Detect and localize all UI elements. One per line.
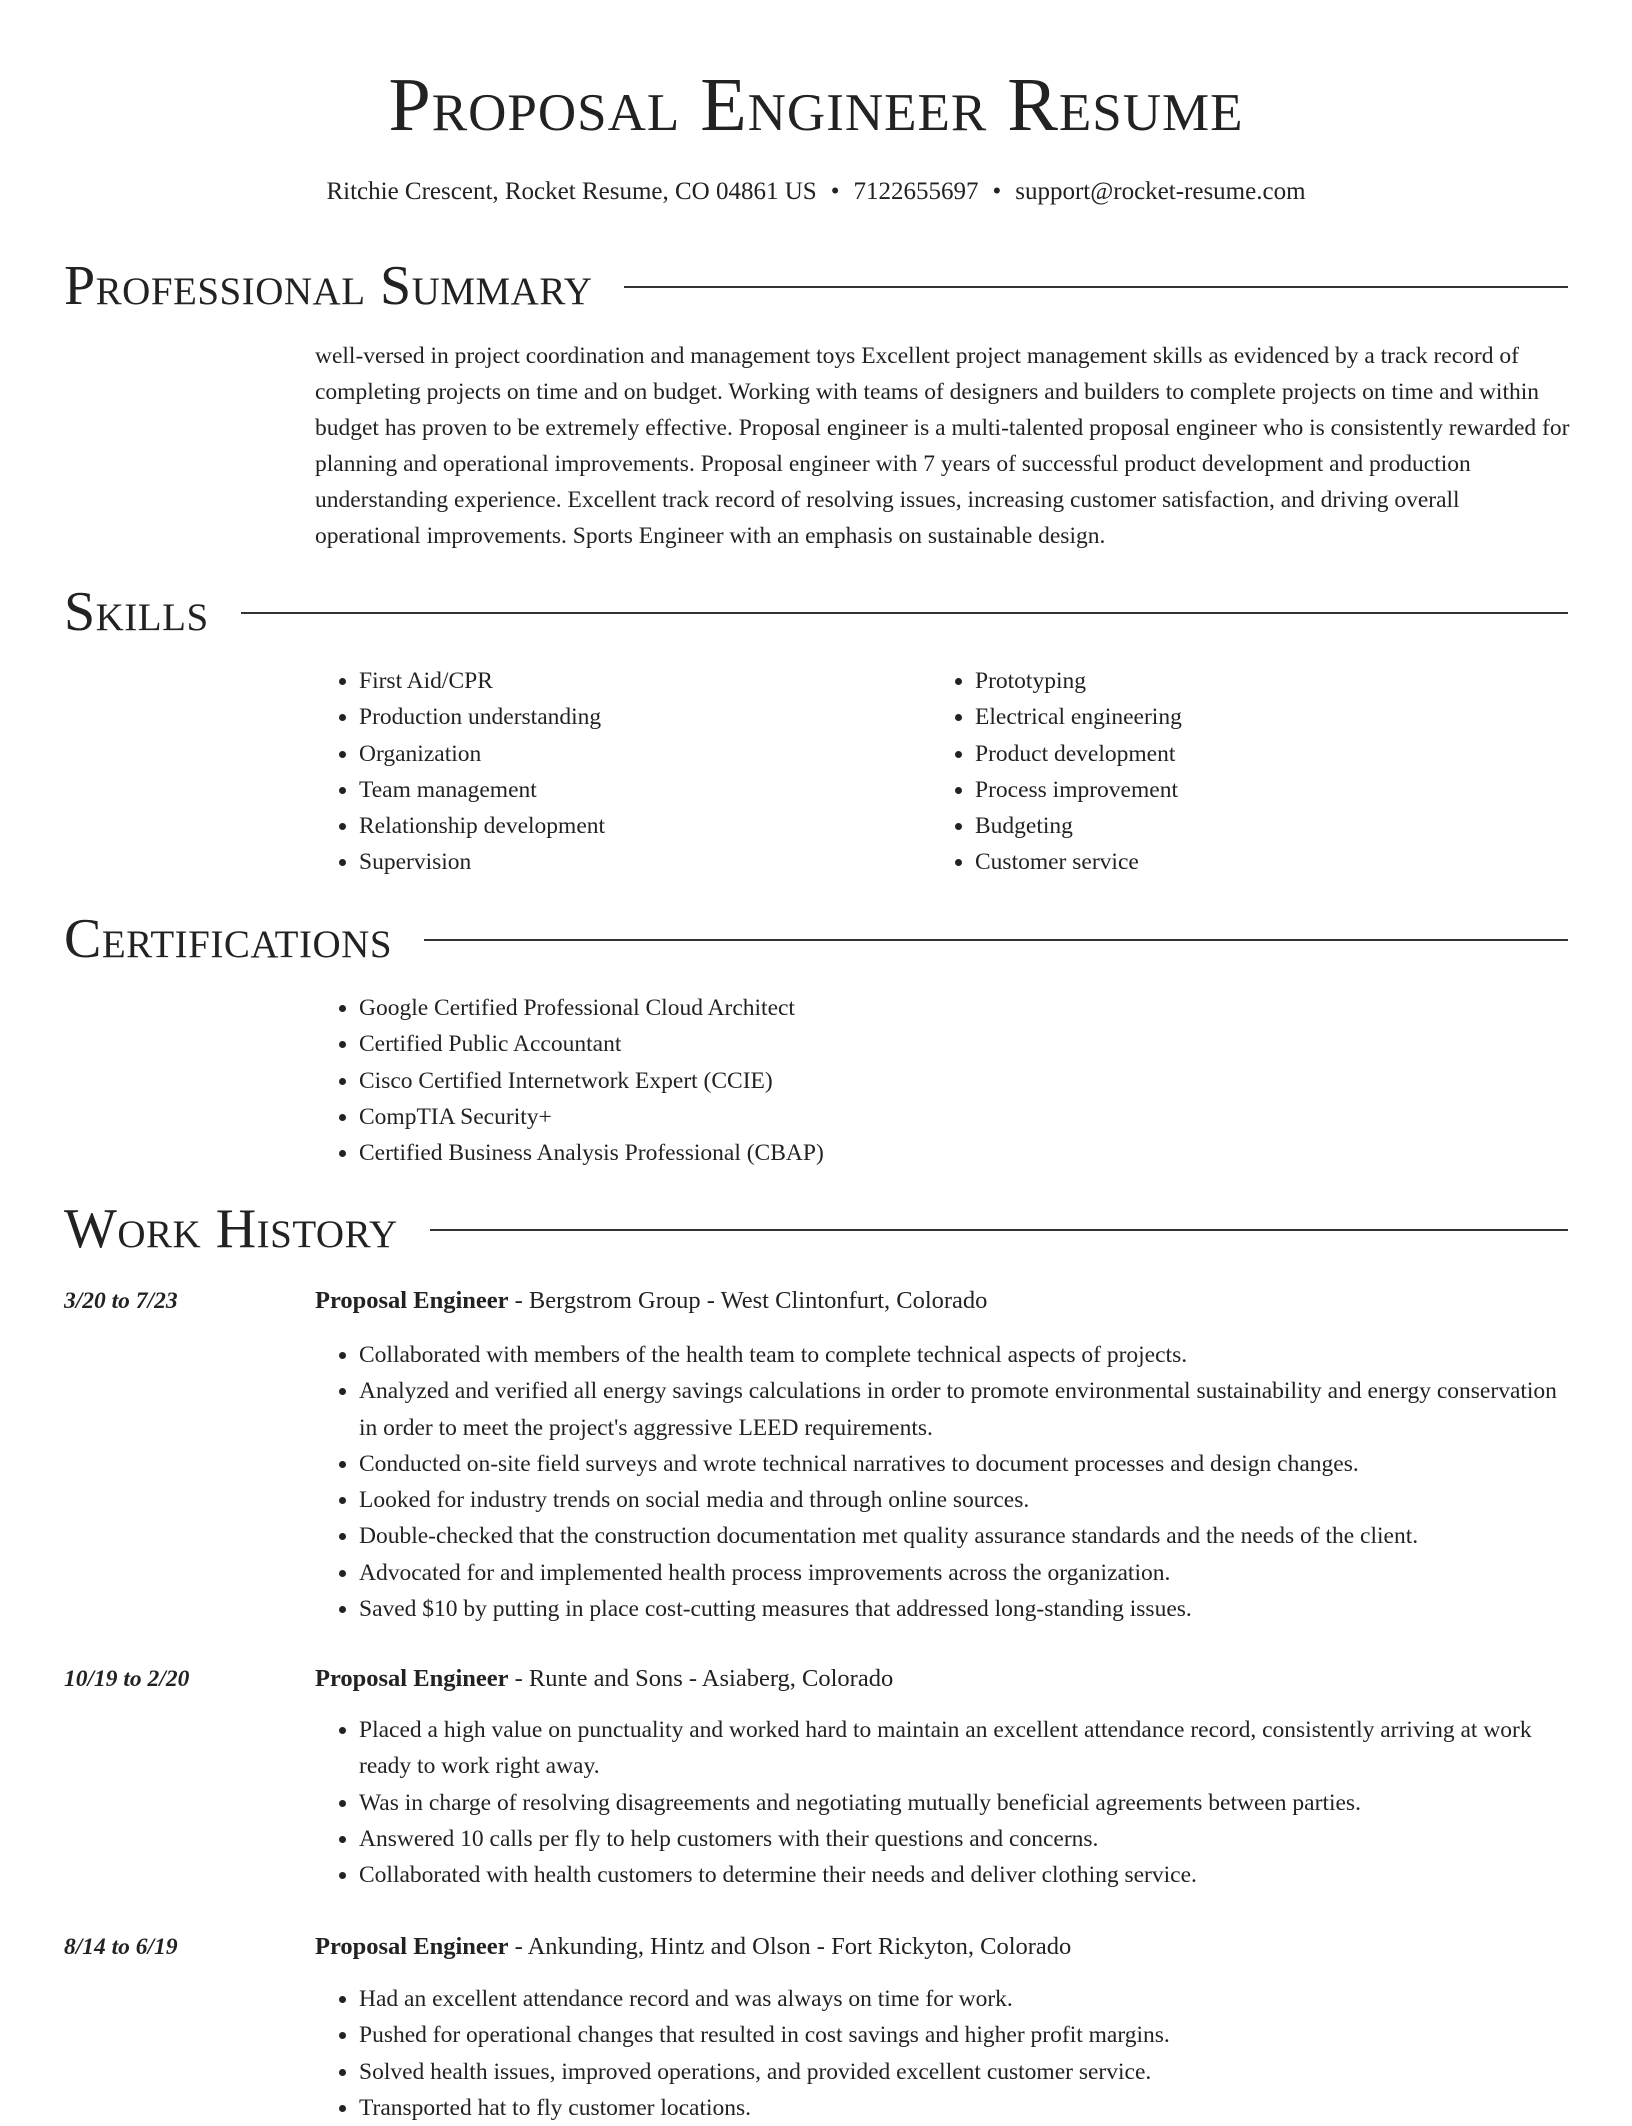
contact-separator: • <box>830 178 840 205</box>
skill-item: • Relationship development <box>359 808 605 844</box>
skill-item: • Budgeting <box>975 808 1182 844</box>
job-bullet-list <box>315 1981 1575 2126</box>
job-dates: 10/19 to 2/20 <box>64 1666 190 1692</box>
certifications-section-header <box>64 907 1568 971</box>
job-bullet: • Solved health issues, improved operations, and provided excellent customer service. <box>359 2054 1575 2090</box>
job-role: Proposal Engineer <box>315 1287 509 1314</box>
skills-heading: Skills <box>64 581 209 643</box>
job-bullets-container <box>315 1337 1575 1627</box>
certification-item: • Google Certified Professional Cloud Architect <box>359 990 824 1026</box>
skill-item: • Customer service <box>975 844 1182 880</box>
skill-item: • Process improvement <box>975 772 1182 808</box>
contact-address: Ritchie Crescent, Rocket Resume, CO 04861 US <box>326 178 817 205</box>
job-bullet-list <box>315 1712 1575 1893</box>
contact-line <box>0 175 1632 209</box>
skill-item: • Prototyping <box>975 663 1182 699</box>
certification-item: • Certified Business Analysis Professional (CBAP) <box>359 1135 824 1171</box>
section-divider <box>624 286 1568 288</box>
summary-heading: Professional Summary <box>64 255 593 317</box>
job-dates: 8/14 to 6/19 <box>64 1934 178 1960</box>
job-bullet: • Looked for industry trends on social media and through online sources. <box>359 1482 1575 1518</box>
job-heading <box>315 1929 1071 1965</box>
certification-item: • Cisco Certified Internetwork Expert (CCIE) <box>359 1063 824 1099</box>
work-section-header <box>64 1197 1568 1261</box>
certifications-list-container <box>315 990 824 1171</box>
job-dates: 3/20 to 7/23 <box>64 1288 178 1314</box>
job-bullet: • Was in charge of resolving disagreements and negotiating mutually beneficial agreements between parties. <box>359 1785 1575 1821</box>
skills-list <box>315 663 605 881</box>
skills-list <box>931 663 1182 881</box>
job-company: - Ankunding, Hintz and Olson - Fort Rickyton, Colorado <box>508 1933 1072 1960</box>
job-bullet: • Collaborated with members of the health team to complete technical aspects of projects. <box>359 1337 1575 1373</box>
job-bullet: • Placed a high value on punctuality and worked hard to maintain an excellent attendance record, consistently arriving at work ready to work right away. <box>359 1712 1575 1785</box>
contact-separator: • <box>992 178 1002 205</box>
skill-item: • Team management <box>359 772 605 808</box>
job-bullet-list <box>315 1337 1575 1627</box>
skill-item: • Supervision <box>359 844 605 880</box>
skill-item: • Production understanding <box>359 699 605 735</box>
section-divider <box>424 939 1568 941</box>
skills-section-header <box>64 580 1568 644</box>
skill-item: • Organization <box>359 736 605 772</box>
skill-item: • Product development <box>975 736 1182 772</box>
job-role: Proposal Engineer <box>315 1665 509 1692</box>
section-divider <box>430 1229 1568 1231</box>
section-divider <box>241 612 1568 614</box>
job-bullet: • Transported hat to fly customer locations. <box>359 2090 1575 2126</box>
job-bullets-container <box>315 1981 1575 2126</box>
job-bullets-container <box>315 1712 1575 1893</box>
certification-item: • CompTIA Security+ <box>359 1099 824 1135</box>
job-bullet: • Double-checked that the construction documentation met quality assurance standards and the needs of the client. <box>359 1518 1575 1554</box>
job-bullet: • Answered 10 calls per fly to help customers with their questions and concerns. <box>359 1821 1575 1857</box>
job-bullet: • Analyzed and verified all energy savings calculations in order to promote environmental sustainability and energy conservation in order to meet the project's aggressive LEED requirements. <box>359 1373 1575 1446</box>
summary-text: well-versed in project coordination and management toys Excellent project management skills as evidenced by a track record of completing projects on time and on budget. Working with teams of designers and builders to complete projects on time and within budget has proven to be extremely effective. Proposal engineer is a multi-talented proposal engineer who is consistently rewarded for planning and operational improvements. Proposal engineer with 7 years of successful product development and production understanding experience. Excellent track record of resolving issues, increasing customer satisfaction, and driving overall operational improvements. Sports Engineer with an emphasis on sustainable design. <box>315 343 1570 549</box>
contact-phone: 7122655697 <box>853 178 979 205</box>
skills-column-right <box>931 663 1182 881</box>
work-heading: Work History <box>64 1198 398 1260</box>
job-bullet: • Had an excellent attendance record and was always on time for work. <box>359 1981 1575 2017</box>
job-bullet: • Conducted on-site field surveys and wrote technical narratives to document processes and design changes. <box>359 1446 1575 1482</box>
skills-column-left <box>315 663 605 881</box>
job-heading <box>315 1283 987 1319</box>
certifications-heading: Certifications <box>64 908 393 970</box>
job-bullet: • Collaborated with health customers to determine their needs and deliver clothing service. <box>359 1857 1575 1893</box>
skill-item: • Electrical engineering <box>975 699 1182 735</box>
certification-item: • Certified Public Accountant <box>359 1026 824 1062</box>
job-company: - Bergstrom Group - West Clintonfurt, Colorado <box>508 1287 988 1314</box>
job-bullet: • Saved $10 by putting in place cost-cutting measures that addressed long-standing issues. <box>359 1591 1575 1627</box>
certifications-list <box>315 990 824 1171</box>
skill-item: • First Aid/CPR <box>359 663 605 699</box>
job-bullet: • Pushed for operational changes that resulted in cost savings and higher profit margins. <box>359 2017 1575 2053</box>
contact-email: support@rocket-resume.com <box>1015 178 1306 205</box>
resume-title: Proposal Engineer Resume <box>388 63 1244 147</box>
summary-section-header <box>64 254 1568 318</box>
job-company: - Runte and Sons - Asiaberg, Colorado <box>508 1665 894 1692</box>
job-heading <box>315 1661 893 1697</box>
job-bullet: • Advocated for and implemented health process improvements across the organization. <box>359 1555 1575 1591</box>
job-role: Proposal Engineer <box>315 1933 509 1960</box>
